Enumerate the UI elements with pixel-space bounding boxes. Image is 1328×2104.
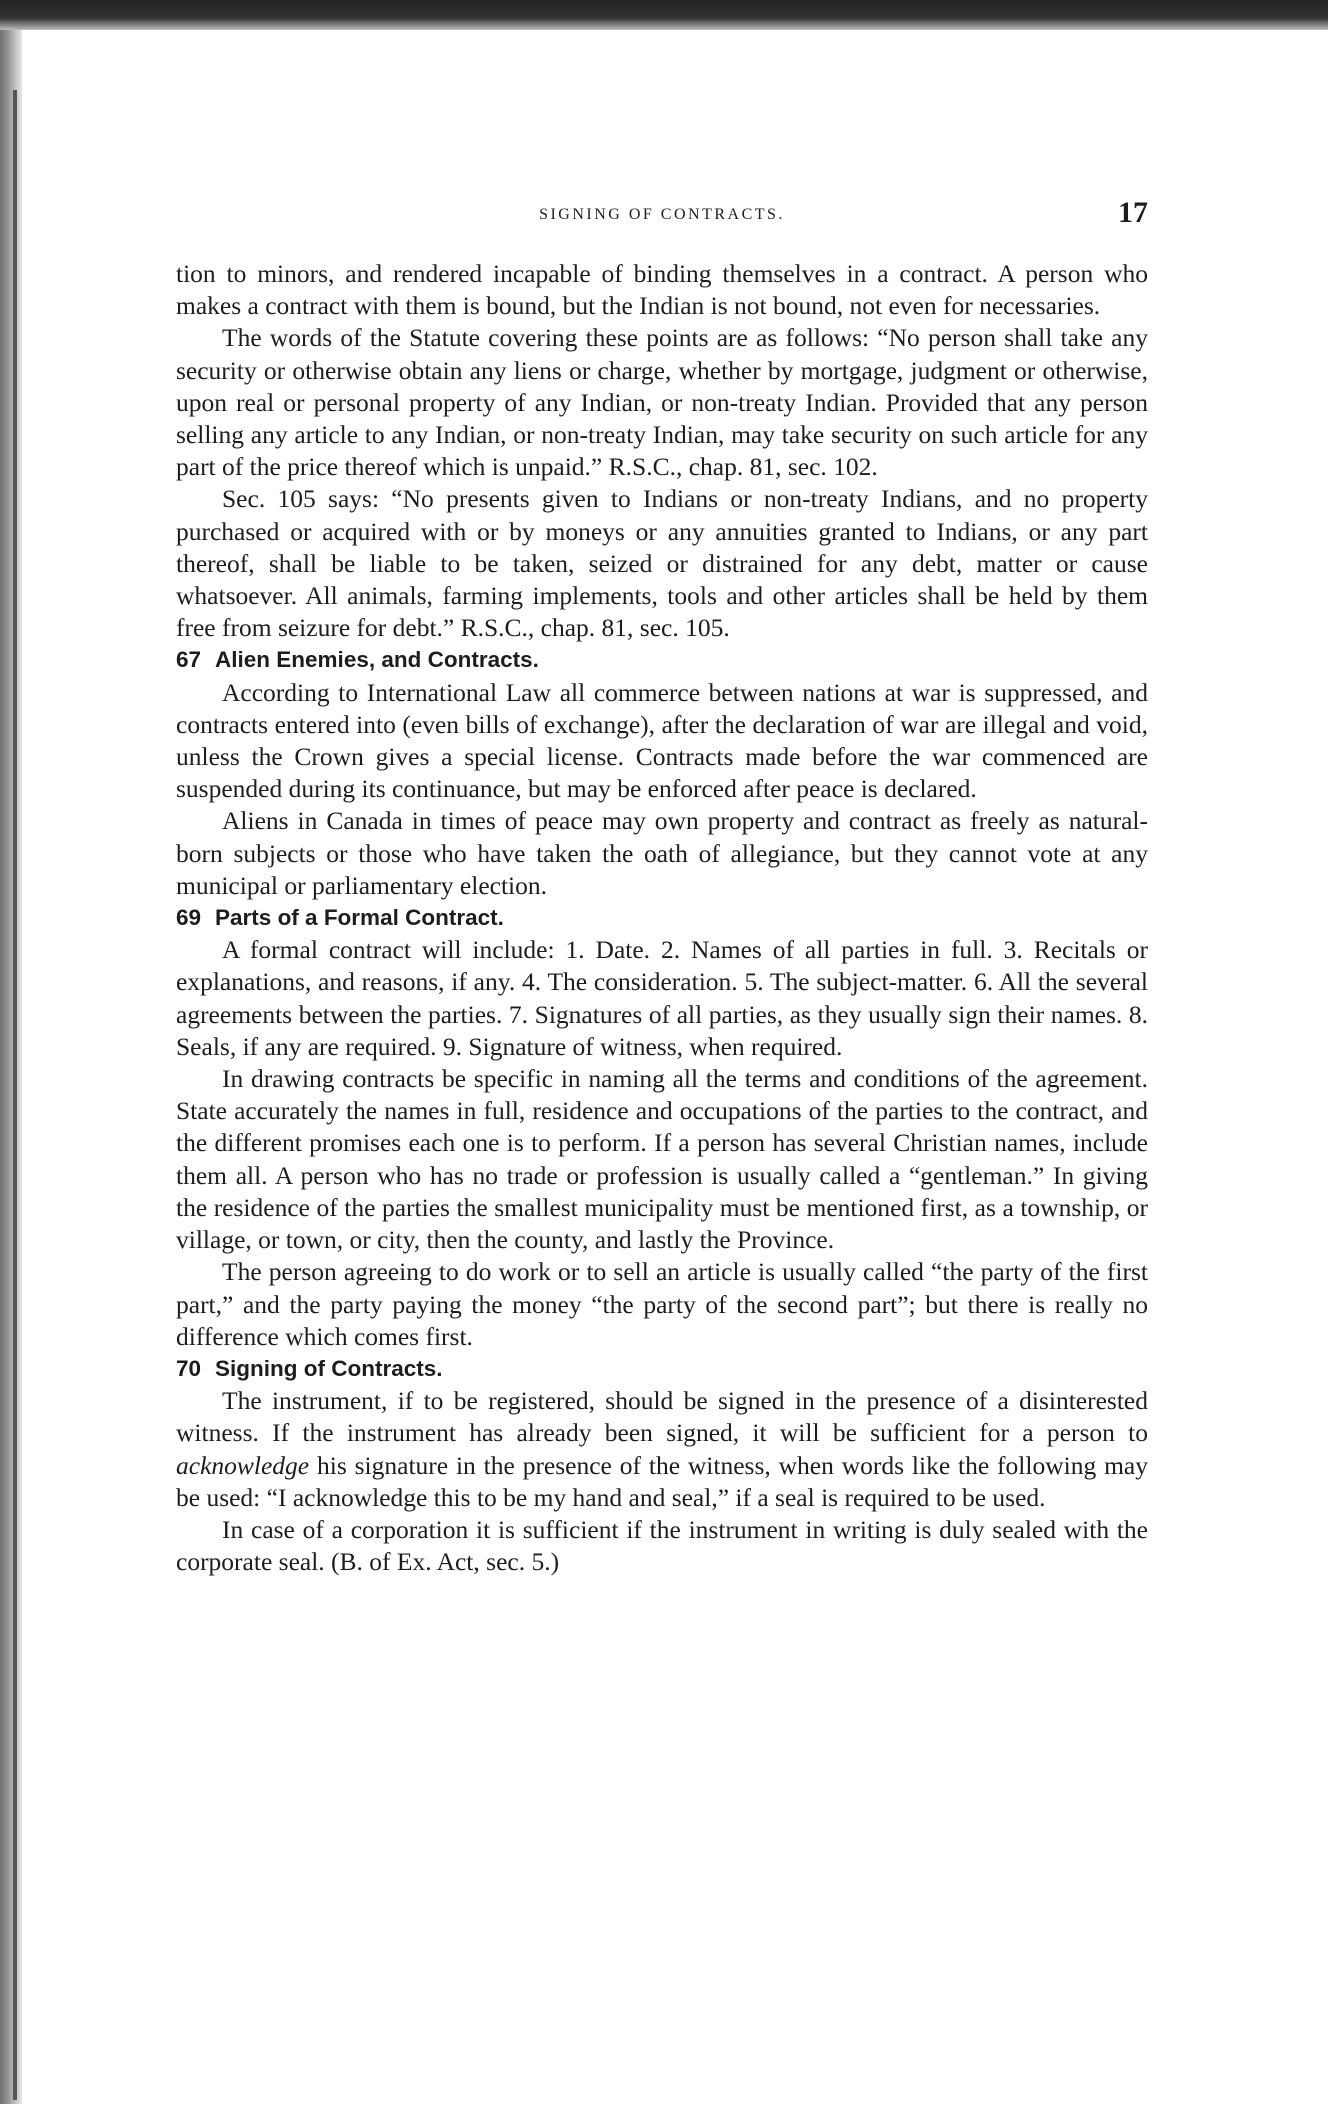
scan-top-border <box>0 0 1328 30</box>
scan-binding-line <box>13 90 17 2100</box>
paragraph-continuation: tion to minors, and rendered incapable of binding themselves in a contract. A person who makes a contract with them is bound, but the Indian is not bound, not even for necessaries. <box>176 259 1148 321</box>
section-title: Signing of Contracts. <box>215 1355 443 1381</box>
section-heading-70 <box>176 1353 1148 1385</box>
running-header <box>176 196 1148 236</box>
paragraph-formal-contract-parts: A formal contract will include: 1. Date. 2. Names of all parties in full. 3. Recitals or explanations, and reasons, if any. 4. The consideration. 5. The subject-matter. 6. All the several agreements between the parties. 7. Signatures of all parties, as they usually sign their names. 8. Seals, if any are required. 9. Signature of witness, when required. <box>176 935 1148 1061</box>
emphasized-word: acknowledge <box>176 1450 310 1480</box>
paragraph-drawing-contracts: In drawing contracts be specific in naming all the terms and conditions of the agreement. State accurately the names in full, residence and occupations of the parties to the contract, and the different promises each one is to perform. If a person has several Christian names, include them all. A person who has no trade or profession is usually called a “gentleman.” In giving the residence of the parties the smallest municipality must be mentioned first, as a township, or village, or town, or city, then the county, and lastly the Province. <box>176 1064 1148 1255</box>
paragraph-parties: The person agreeing to do work or to sell an article is usually called “the party of the first part,” and the party paying the money “the party of the second part”; but there is really no difference which comes first. <box>176 1257 1148 1351</box>
paragraph-aliens-in-canada: Aliens in Canada in times of peace may own property and contract as freely as natural-born subjects or those who have taken the oath of allegiance, but they cannot vote at any municipal or parliamentary election. <box>176 806 1148 900</box>
section-number: 67 <box>176 647 202 673</box>
section-title: Alien Enemies, and Contracts. <box>215 647 539 673</box>
paragraph-corporation-seal: In case of a corporation it is sufficient if the instrument in writing is duly sealed with the corporate seal. (B. of Ex. Act, sec. 5.) <box>176 1514 1148 1577</box>
paragraph-signing-instrument <box>176 1385 1148 1514</box>
paragraph-statute-quote: The words of the Statute covering these points are as follows: “No person shall take any security or otherwise obtain any liens or charge, whether by mortgage, judgment or otherwise, upon real or personal property of any Indian, or non-treaty Indian. Provided that any person selling any article to any Indian, or non-treaty Indian, may take security on such article for any part of the price thereof which is unpaid.” R.S.C., chap. 81, sec. 102. <box>176 323 1148 482</box>
page-number: 17 <box>1118 196 1148 229</box>
scan-left-border <box>0 30 22 2104</box>
section-number: 69 <box>176 905 202 931</box>
paragraph-international-law: According to International Law all commerce between nations at war is suppressed, and contracts entered into (even bills of exchange), after the declaration of war are illegal and void, unless the Crown gives a special license. Contracts made before the war commenced are suspended during its continuance, but may be enforced after peace is declared. <box>176 677 1148 804</box>
section-heading-69 <box>176 902 1148 934</box>
section-heading-67 <box>176 644 1148 676</box>
running-title: SIGNING OF CONTRACTS. <box>539 206 785 223</box>
paragraph-section-105: Sec. 105 says: “No presents given to Indians or non-treaty Indians, and no property purchased or acquired with or by moneys or any annuities granted to Indians, or any part thereof, shall be liable to be taken, seized or distrained for any debt, matter or cause whatsoever. All animals, farming implements, tools and other articles shall be held by them free from seizure for debt.” R.S.C., chap. 81, sec. 105. <box>176 484 1148 643</box>
section-title: Parts of a Formal Contract. <box>215 905 504 931</box>
text-run: The instrument, if to be registered, should be signed in the presence of a disinterested witness. If the instrument has already been signed, it will be sufficient for a person to <box>176 1386 1148 1448</box>
text-run: his signature in the presence of the witness, when words like the following may be used: “I acknowledge this to be my hand and seal,” if a seal is required to be used. <box>176 1450 1148 1512</box>
section-number: 70 <box>176 1355 202 1381</box>
book-page <box>176 196 1148 1578</box>
